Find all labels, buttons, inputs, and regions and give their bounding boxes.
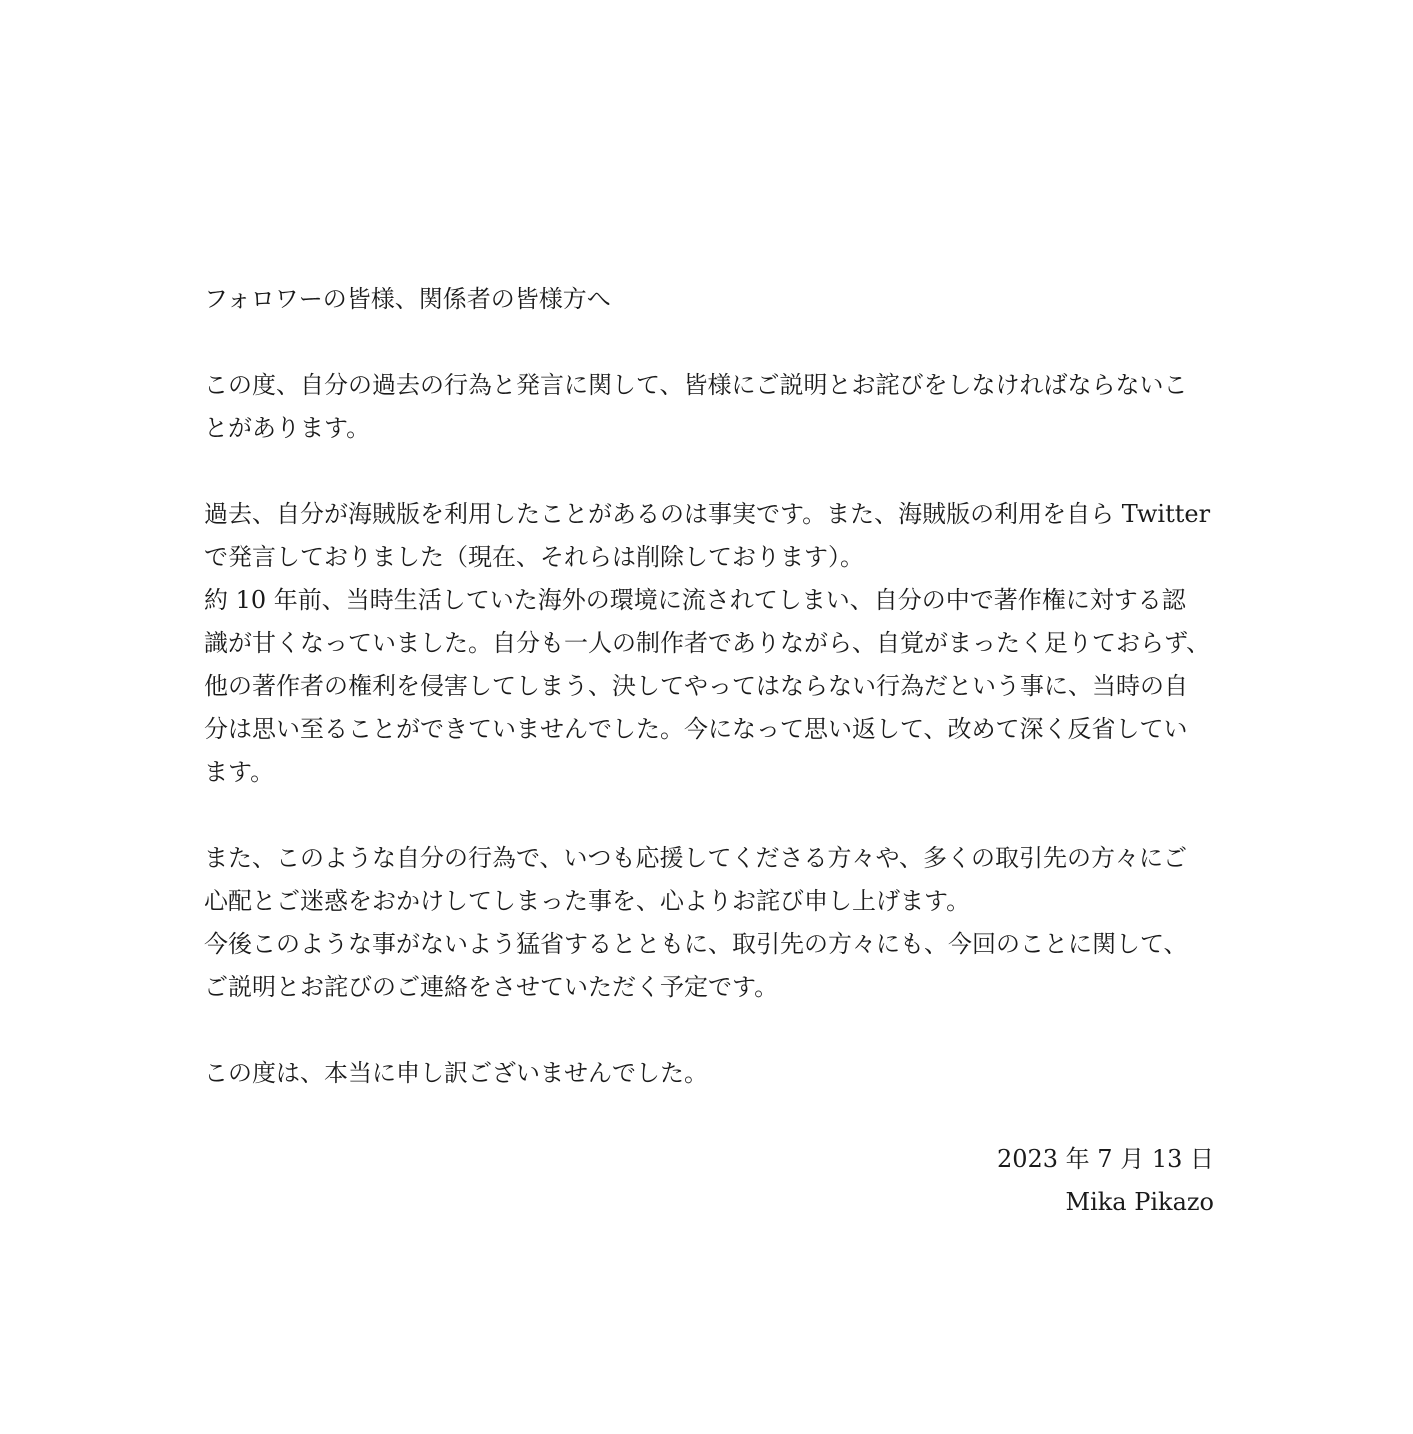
paragraph-gap — [204, 321, 1214, 364]
paragraph-3-line: 今後このような事がないよう猛省するとともに、取引先の方々にも、今回のことに関して、 — [204, 930, 1188, 958]
letter-signature: Mika Pikazo — [1065, 1188, 1214, 1216]
paragraph-gap — [204, 1095, 1214, 1138]
paragraph-3-line: 心配とご迷惑をおかけしてしまった事を、心よりお詫び申し上げます。 — [204, 887, 971, 915]
apology-letter — [204, 278, 1214, 1224]
paragraph-gap — [204, 1009, 1214, 1052]
paragraph-2-line: で発言しておりました（現在、それらは削除しております）。 — [204, 543, 864, 571]
paragraph-2-line: 他の著作者の権利を侵害してしまう、決してやってはならない行為だという事に、当時の自 — [204, 672, 1188, 700]
paragraph-2-line: 過去、自分が海賊版を利用したことがあるのは事実です。また、海賊版の利用を自ら Twitter — [204, 500, 1211, 528]
paragraph-1-line: とがあります。 — [204, 414, 371, 442]
paragraph-2-line: 約 10 年前、当時生活していた海外の環境に流されてしまい、自分の中で著作権に対する認 — [204, 586, 1186, 614]
letter-date: 2023 年 7 月 13 日 — [996, 1145, 1214, 1173]
paragraph-gap — [204, 794, 1214, 837]
closing-line: この度は、本当に申し訳ございませんでした。 — [204, 1059, 708, 1087]
paragraph-2-line: ます。 — [204, 758, 275, 786]
paragraph-1-line: この度、自分の過去の行為と発言に関して、皆様にご説明とお詫びをしなければならないこ — [204, 371, 1188, 399]
paragraph-2-line: 識が甘くなっていました。自分も一人の制作者でありながら、自覚がまったく足りておらず、 — [204, 629, 1211, 657]
paragraph-3-line: また、このような自分の行為で、いつも応援してくださる方々や、多くの取引先の方々にご — [204, 844, 1188, 872]
paragraph-gap — [204, 450, 1214, 493]
salutation: フォロワーの皆様、関係者の皆様方へ — [204, 285, 611, 313]
paragraph-3-line: ご説明とお詫びのご連絡をさせていただく予定です。 — [204, 973, 779, 1001]
paragraph-2-line: 分は思い至ることができていませんでした。今になって思い返して、改めて深く反省してい — [204, 715, 1188, 743]
